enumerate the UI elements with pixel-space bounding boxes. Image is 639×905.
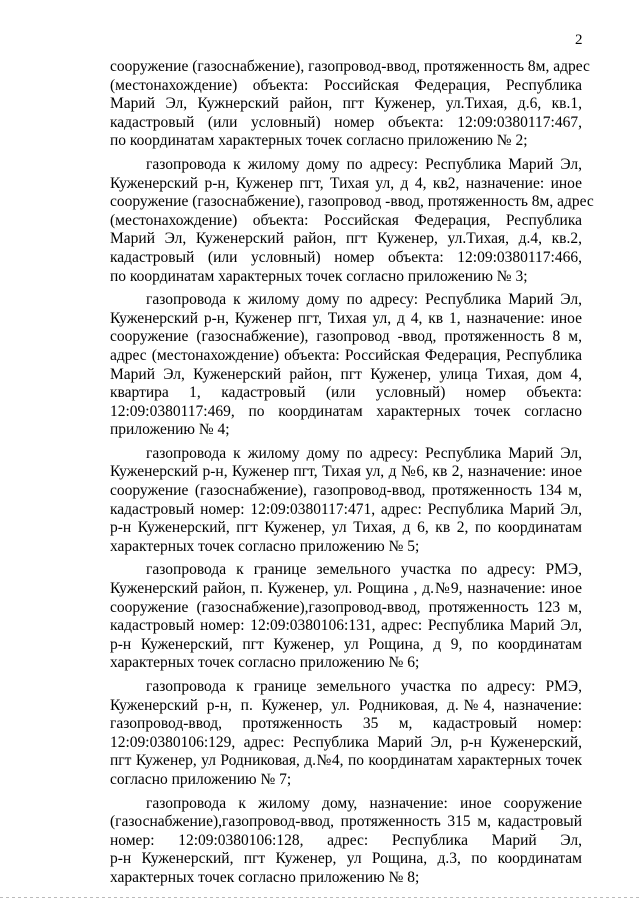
paragraph-3 xyxy=(110,291,582,440)
text-line: квартира 1, кадастровый (или условный) номер объекта: xyxy=(110,384,582,402)
text-line: Куженерский р-н, Куженер пгт, Тихая ул, д 4, кв 1, назначение: иное xyxy=(110,309,582,327)
text-line: по координатам характерных точек согласно приложению № 3; xyxy=(110,267,528,285)
text-line: сооружение (газоснабжение),газопровод-ввод, протяженность 123 м, xyxy=(110,598,582,616)
text-line: сооружение (газоснабжение), газопровод -ввод, протяженность 8м, адрес xyxy=(110,193,594,211)
text-line: 12:09:0380106:129, адрес: Республика Марий Эл, р-н Куженерский, xyxy=(110,733,582,751)
text-line: Марий Эл, Куженерский район, пгт Куженер, улица Тихая, дом 4, xyxy=(110,365,582,383)
text-line: характерных точек согласно приложению № 8; xyxy=(110,868,420,886)
text-line: газопровод-ввод, протяженность 35 м, кадастровый номер: xyxy=(110,715,582,733)
text-line: газопровода к жилому дому по адресу: Республика Марий Эл, xyxy=(146,291,582,309)
text-line: р-н Куженерский, пгт Куженер, ул Тихая, д 6, кв 2, по координатам xyxy=(110,519,582,537)
text-line: пгт Куженер, ул Родниковая, д.№4, по координатам характерных точек xyxy=(110,752,582,770)
text-line: адрес (местонахождение) объекта: Российская Федерация, Республика xyxy=(110,346,582,364)
text-line: (газоснабжение),газопровод-ввод, протяженность 315 м, кадастровый xyxy=(110,813,582,831)
text-line: газопровода к жилому дому по адресу: Республика Марий Эл, xyxy=(146,155,582,173)
text-line: Куженерский р-н, п. Куженер, ул. Родниковая, д.№4, назначение: xyxy=(110,696,582,714)
text-line: газопровода к границе земельного участка по адресу: РМЭ, xyxy=(146,678,582,695)
text-line: (местонахождение) объекта: Российская Федерация, Республика xyxy=(110,76,582,94)
text-line: Куженерский район, п. Куженер, ул. Рощина , д.№9, назначение: иное xyxy=(110,580,582,598)
text-line: по координатам характерных точек согласно приложению № 2; xyxy=(110,132,528,150)
page-number: 2 xyxy=(575,32,583,48)
paragraph-7 xyxy=(110,795,582,888)
text-line: согласно приложению № 7; xyxy=(110,770,292,788)
text-line: Марий Эл, Куженерский район, пгт Куженер, ул.Тихая, д.4, кв.2, xyxy=(110,230,582,248)
text-line: газопровода к жилому дому по адресу: Республика Марий Эл, xyxy=(146,444,582,462)
text-line: газопровода к границе земельного участка по адресу: РМЭ, xyxy=(146,561,582,579)
text-line: сооружение (газоснабжение), газопровод -ввод, протяженность 8 м, xyxy=(110,328,582,346)
text-line: сооружение (газоснабжение), газопровод-ввод, протяженность 134 м, xyxy=(110,482,582,500)
text-line: характерных точек согласно приложению № 5; xyxy=(110,537,420,555)
paragraph-5 xyxy=(110,561,582,673)
text-line: 12:09:0380117:469, по координатам характерных точек согласно xyxy=(110,402,582,420)
text-line: приложению № 4; xyxy=(110,421,230,439)
text-line: кадастровый (или условный) номер объекта: 12:09:0380117:466, xyxy=(110,248,582,266)
scan-edge-divider xyxy=(0,897,639,898)
document-body xyxy=(110,58,594,888)
text-line: характерных точек согласно приложению № 6; xyxy=(110,654,420,672)
text-line: кадастровый (или условный) номер объекта: 12:09:0380117:467, xyxy=(110,113,582,131)
paragraph-1 xyxy=(110,58,590,151)
paragraph-4 xyxy=(110,445,582,557)
text-line: сооружение (газоснабжение), газопровод-ввод, протяженность 8м, адрес xyxy=(110,58,590,75)
paragraph-2 xyxy=(110,155,594,286)
text-line: номер: 12:09:0380106:128, адрес: Республика Марий Эл, xyxy=(110,831,582,849)
text-line: Марий Эл, Кужнерский район, пгт Куженер, ул.Тихая, д.6, кв.1, xyxy=(110,95,582,113)
text-line: Куженерский р-н, Куженер пгт, Тихая ул, д №6, кв 2, назначение: иное xyxy=(110,463,582,481)
text-line: р-н Куженерский, пгт Куженер, ул Рощина, д 9, по координатам xyxy=(110,635,582,653)
text-line: (местонахождение) объекта: Российская Федерация, Республика xyxy=(110,211,582,229)
text-line: р-н Куженерский, пгт Куженер, ул Рощина, д.3, по координатам xyxy=(110,850,582,868)
text-line: кадастровый номер: 12:09:0380106:131, адрес: Республика Марий Эл, xyxy=(110,617,582,635)
text-line: Куженерский р-н, Куженер пгт, Тихая ул, д 4, кв2, назначение: иное xyxy=(110,174,582,192)
paragraph-6 xyxy=(110,678,582,790)
text-line: кадастровый номер: 12:09:0380117:471, адрес: Республика Марий Эл, xyxy=(110,500,582,518)
text-line: газопровода к жилому дому, назначение: иное сооружение xyxy=(146,794,582,812)
